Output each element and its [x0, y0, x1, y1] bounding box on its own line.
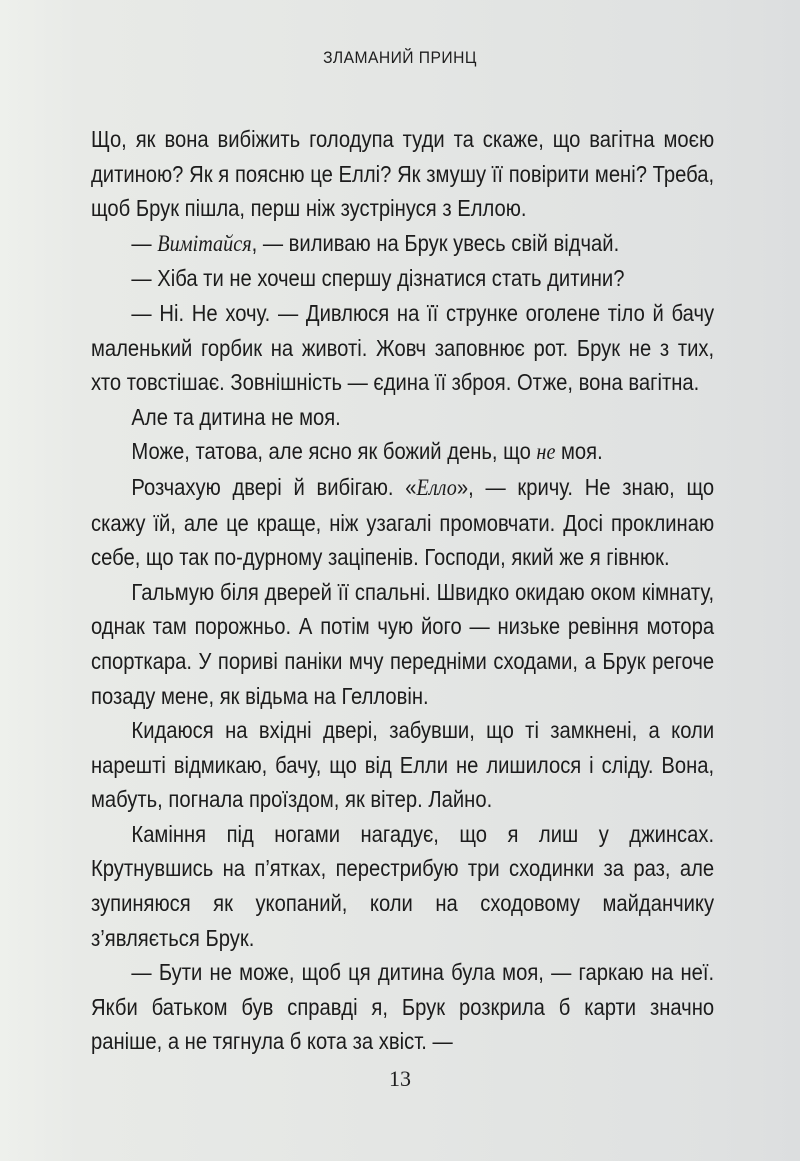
paragraph: [91, 817, 714, 955]
italic-text: не: [536, 439, 556, 466]
paragraph: [91, 226, 714, 262]
text-segment: —: [131, 229, 158, 256]
text-segment: моя.: [555, 438, 603, 465]
text-segment: Гальмую біля дверей її спальні. Швидко окидаю оком кімнату, однак там порожньо. А потім чую його — низьке ревіння мотора спорткара. У пориві паніки мчу передніми сходами, а Брук регоче позаду мене, як відьма на Гелловін.: [91, 578, 715, 709]
running-head: ЗЛАМАНИЙ ПРИНЦ: [323, 48, 477, 67]
text-segment: — Хіба ти не хочеш спершу дізнатися стать дитини?: [131, 265, 625, 292]
paragraph: [91, 575, 714, 713]
paragraph: [91, 122, 714, 226]
text-segment: — Ні. Не хочу. — Дивлюся на її струнке оголене тіло й бачу маленький горбик на животі. Жовч заповнює рот. Брук не з тих, хто товстішає. Зовнішність — єдина її зброя. Отже, вона вагітна.: [91, 299, 715, 396]
paragraph: [91, 400, 714, 435]
text-segment: Що, як вона вибіжить голодупа туди та скаже, що вагітна моєю дитиною? Як я поясню це Еллі? Як змушу її повірити мені? Треба, щоб Брук пішла, перш ніж зустрінуся з Еллою.: [91, 126, 715, 222]
italic-text: Елло: [416, 474, 457, 501]
paragraph: [91, 470, 714, 575]
paragraph-container: [91, 122, 714, 1059]
page-number: 13: [389, 1066, 411, 1091]
paragraph: [91, 434, 714, 470]
text-segment: », — кричу. Не знаю, що скажу їй, але це краще, ніж узагалі промовчати. Досі проклинаю себе, що так по-дурному заціпенів. Господи, який же я гівнюк.: [91, 473, 715, 571]
paragraph: [91, 955, 714, 1059]
text-segment: — Бути не може, щоб ця дитина була моя, — гаркаю на неї. Якби батьком був справді я, Брук розкрила б карти значно раніше, а не тягнула б кота за хвіст. —: [91, 959, 715, 1055]
text-segment: Може, татова, але ясно як божий день, що: [131, 438, 537, 465]
paragraph: [91, 261, 714, 296]
paragraph: [91, 713, 714, 817]
body-text: [91, 122, 714, 1059]
paragraph: [91, 296, 714, 400]
text-segment: Але та дитина не моя.: [131, 403, 341, 430]
text-segment: Кидаюся на вхідні двері, забувши, що ті замкнені, а коли нарешті відмикаю, бачу, що від Елли не лишилося і сліду. Вона, мабуть, погнала проїздом, як вітер. Лайно.: [91, 717, 715, 813]
text-segment: Каміння під ногами нагадує, що я лиш у джинсах. Крутнувшись на п’ятках, перестрибую три сходинки за раз, але зупиняюся як укопаний, коли на сходовому майданчику з’являється Брук.: [91, 820, 715, 951]
text-segment: Розчахую двері й вибігаю. «: [131, 473, 417, 500]
text-segment: , — виливаю на Брук увесь свій відчай.: [251, 229, 620, 256]
italic-text: Вимітайся: [157, 230, 252, 257]
